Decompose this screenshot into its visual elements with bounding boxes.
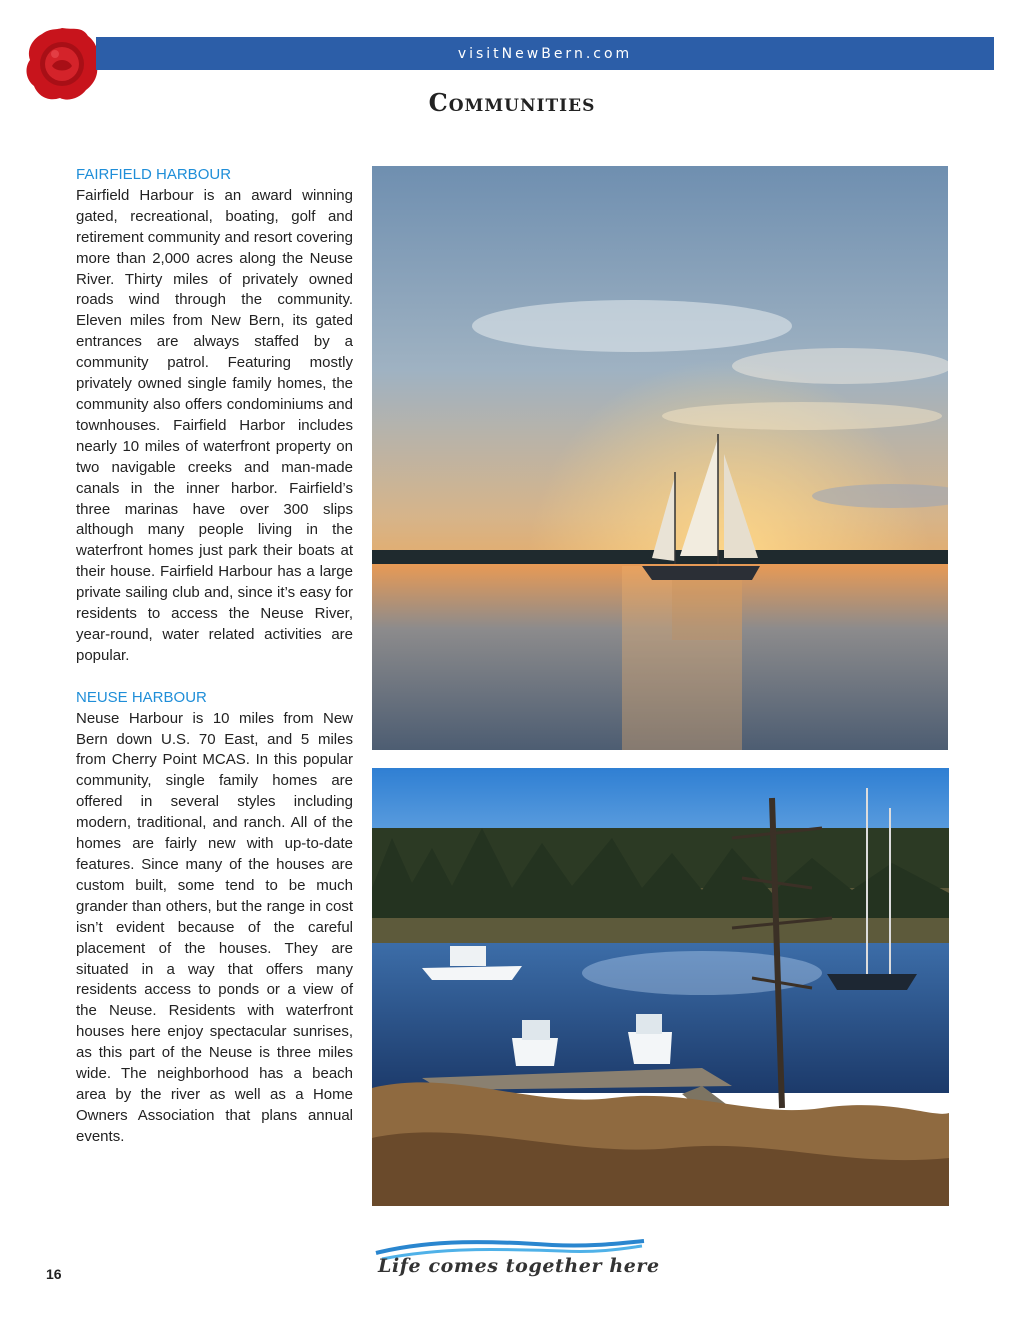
site-url-banner[interactable] xyxy=(96,37,994,70)
site-url[interactable]: visitNewBern.com xyxy=(457,45,633,62)
section-heading-neuse: NEUSE HARBOUR xyxy=(76,688,207,706)
marina-boats-photo xyxy=(372,768,949,1206)
section-body-neuse: Neuse Harbour is 10 miles from New Bern down U.S. 70 East, and 5 miles from Cherry Point MCAS. In this popular community, single family homes are offered in several styles including modern, traditional, and ranch. All of the homes are fairly new with up-to-date features. Since many of the houses are custom built, some tend to be much grander than others, but the range in cost isn’t evident because of the careful placement of the houses. They are situated in a way that offers many residents access to ponds or a view of the Neuse. Residents with waterfront houses here enjoy spectacular sunrises, as this part of the Neuse is three miles wide. The neighborhood has a beach area by the river as well as a Home Owners Association that plans annual events. xyxy=(76,709,353,1145)
text-column xyxy=(76,165,353,1148)
sailboat-sunset-photo xyxy=(372,166,948,750)
page-title: Communities xyxy=(428,88,596,117)
page-number: 16 xyxy=(46,1266,62,1282)
section-body-fairfield: Fairfield Harbour is an award winning gated, recreational, boating, golf and retirement community and resort covering more than 2,000 acres along the Neuse River. Thirty miles of privately owned roads wind through the community. Eleven miles from New Bern, its gated entrances are always staffed by a community patrol. Featuring mostly privately owned single family homes, the community also offers condominiums and townhouses. Fairfield Harbor includes nearly 10 miles of waterfront property on two navigable creeks and man-made canals in the inner harbor. Fairfield’s three marinas have over 300 slips although many people living in the waterfront homes just park their boats at their house. Fairfield Harbour has a large private sailing club and, since it’s easy for residents to access the Neuse River, year-round, water related activities are popular. xyxy=(76,186,353,664)
footer-tagline: Life comes together here xyxy=(378,1255,660,1277)
section-heading-fairfield: FAIRFIELD HARBOUR xyxy=(76,166,232,183)
